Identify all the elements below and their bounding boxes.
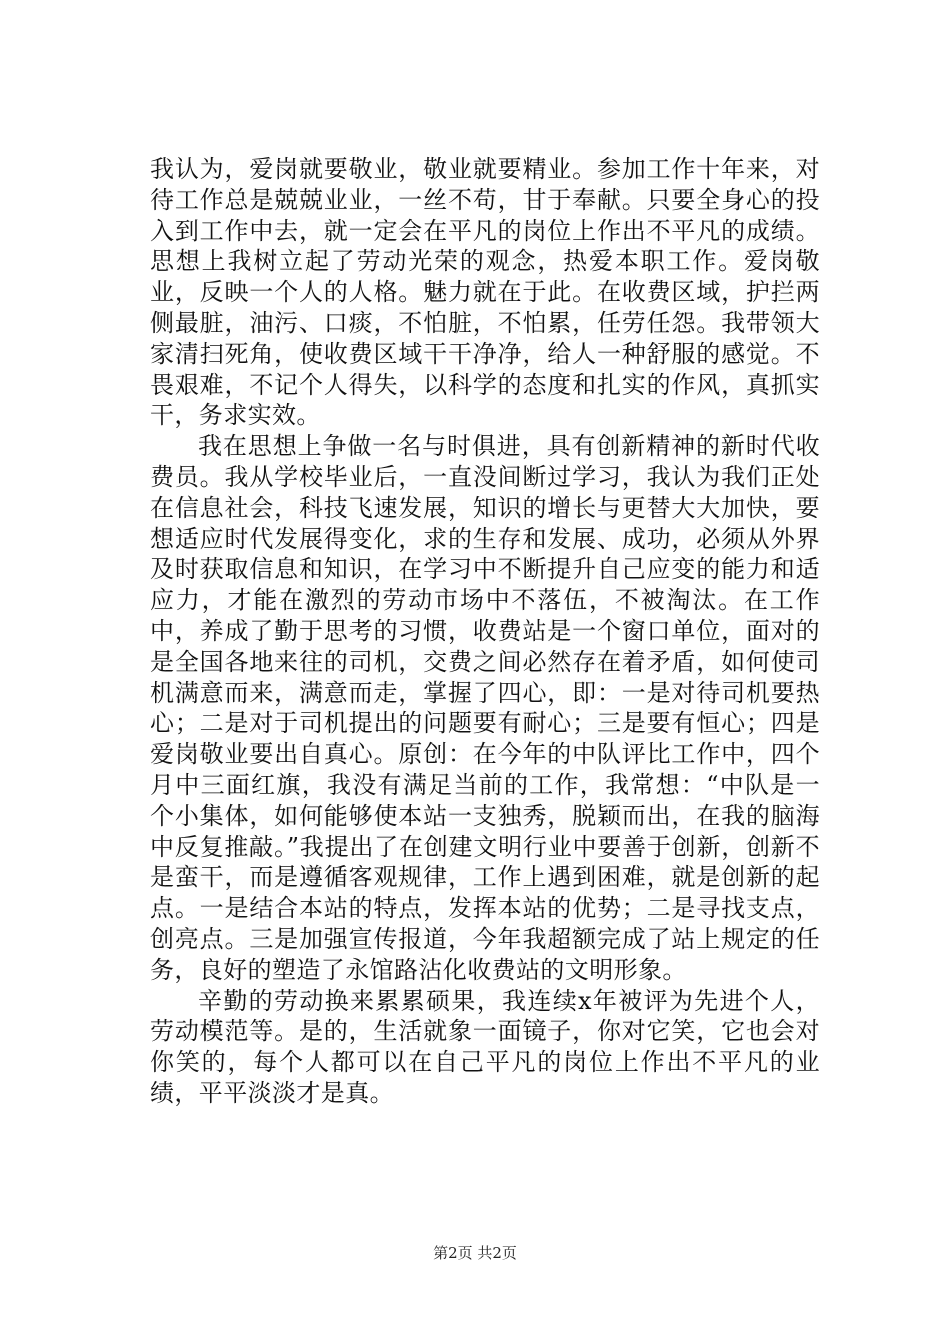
paragraph-2: 我在思想上争做一名与时俱进，具有创新精神的新时代收费员。我从学校毕业后，一直没间断过学习，我认为我们正处在信息社会，科技飞速发展，知识的增长与更替大大加快，要想适应时代发展得变化，求的生存和发展、成功，必须从外界及时获取信息和知识，在学习中不断提升自己应变的能力和适应力，才能在激烈的劳动市场中不落伍，不被淘汰。在工作中，养成了勤于思考的习惯，收费站是一个窗口单位，面对的是全国各地来往的司机，交费之间必然存在着矛盾，如何使司机满意而来，满意而走，掌握了四心，即：一是对待司机要热心；二是对于司机提出的问题要有耐心；三是要有恒心；四是爱岗敬业要出自真心。原创：在今年的中队评比工作中，四个月中三面红旗，我没有满足当前的工作，我常想：“中队是一个小集体，如何能够使本站一支独秀，脱颖而出，在我的脑海中反复推敲。”我提出了在创建文明行业中要善于创新，创新不是蛮干，而是遵循客观规律，工作上遇到困难，就是创新的起点。一是结合本站的特点，发挥本站的优势；二是寻找支点，创亮点。三是加强宣传报道，今年我超额完成了站上规定的任务，良好的塑造了永馆路沾化收费站的文明形象。 — [150, 432, 820, 984]
page-number-footer: 第2页 共2页 — [433, 1244, 517, 1262]
paragraph-3: 辛勤的劳动换来累累硕果，我连续x年被评为先进个人，劳动模范等。是的，生活就象一面镜子，你对它笑，它也会对你笑的，每个人都可以在自己平凡的岗位上作出不平凡的业绩，平平淡淡才是真。 — [150, 986, 820, 1107]
paragraph-1: 我认为，爱岗就要敬业，敬业就要精业。参加工作十年来，对待工作总是兢兢业业，一丝不苟，甘于奉献。只要全身心的投入到工作中去，就一定会在平凡的岗位上作出不平凡的成绩。思想上我树立起了劳动光荣的观念，热爱本职工作。爱岗敬业，反映一个人的人格。魅力就在于此。在收费区域，护拦两侧最脏，油污、口痰，不怕脏，不怕累，任劳任怨。我带领大家清扫死角，使收费区域干干净净，给人一种舒服的感觉。不畏艰难，不记个人得失，以科学的态度和扎实的作风，真抓实干，务求实效。 — [150, 155, 820, 430]
document-body — [150, 154, 820, 1109]
